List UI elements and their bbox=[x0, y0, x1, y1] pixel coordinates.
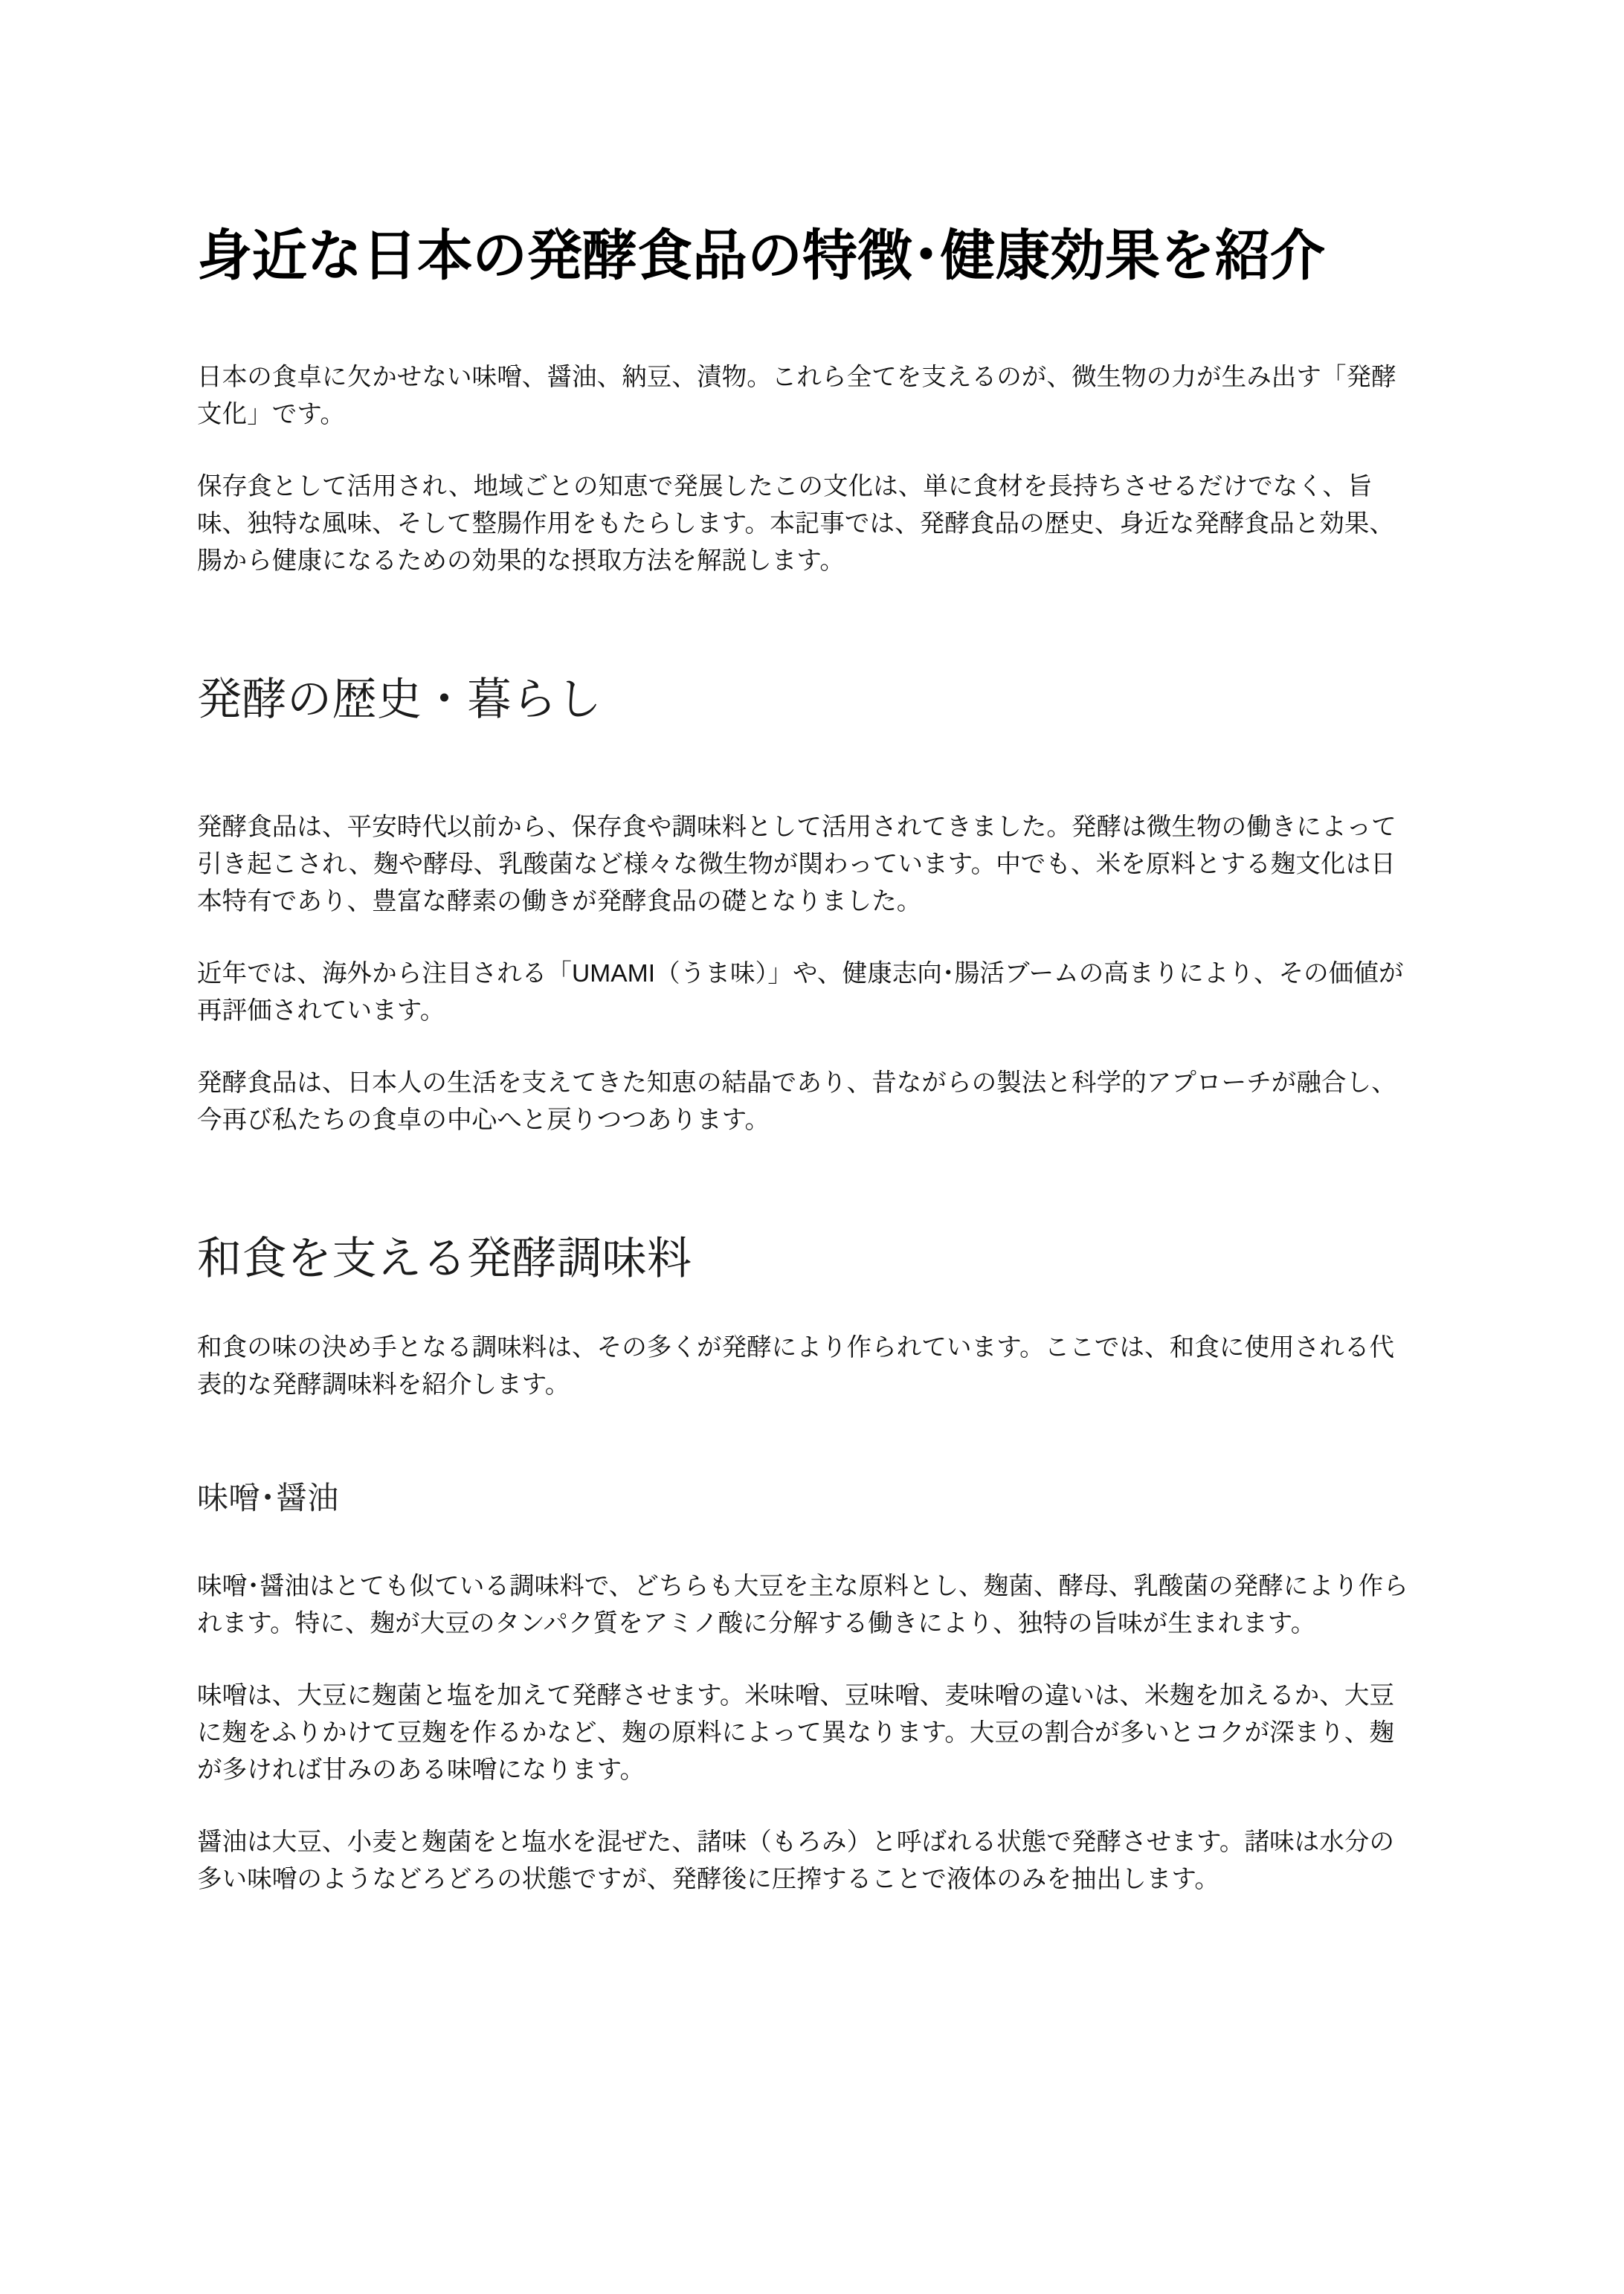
seasonings-paragraph-1: 和食の味の決め手となる調味料は、その多くが発酵により作られています。ここでは、和食に使用される代表的な発酵調味料を紹介します。 bbox=[197, 1334, 1395, 1399]
history-paragraph-2: 近年では、海外から注目される「UMAMI（うま味）」や、健康志向･腸活ブームの高まりにより、その価値が再評価されています。 bbox=[197, 960, 1404, 1025]
page-title: 身近な日本の発酵食品の特徴･健康効果を紹介 bbox=[197, 225, 1325, 286]
miso-shoyu-paragraph-2: 味噌は、大豆に麹菌と塩を加えて発酵させます。米味噌、豆味噌、麦味噌の違いは、米麹を加えるか、大豆に麹をふりかけて豆麹を作るかなど、麹の原料によって異なります。大豆の割合が多いとコクが深まり、麹が多ければ甘みのある味噌になります。 bbox=[197, 1681, 1395, 1784]
history-paragraph-1: 発酵食品は、平安時代以前から、保存食や調味料として活用されてきました。発酵は微生物の働きによって引き起こされ、麹や酵母、乳酸菌など様々な微生物が関わっています。中でも、米を原料とする麹文化は日本特有であり、豊富な酵素の働きが発酵食品の礎となりました。 bbox=[197, 813, 1396, 916]
miso-shoyu-paragraph-3: 醤油は大豆、小麦と麹菌をと塩水を混ぜた、諸味（もろみ）と呼ばれる状態で発酵させます。諸味は水分の多い味噌のようなどろどろの状態ですが、発酵後に圧搾することで液体のみを抽出します。 bbox=[197, 1828, 1395, 1893]
section-heading-history: 発酵の歴史・暮らし bbox=[197, 674, 602, 725]
subsection-heading-miso-shoyu: 味噌･醤油 bbox=[197, 1481, 339, 1516]
miso-shoyu-paragraph-1: 味噌･醤油はとても似ている調味料で、どちらも大豆を主な原料とし、麹菌、酵母、乳酸菌の発酵により作られます。特に、麹が大豆のタンパク質をアミノ酸に分解する働きにより、独特の旨味が生まれます。 bbox=[197, 1572, 1408, 1637]
section-heading-seasonings: 和食を支える発酵調味料 bbox=[197, 1234, 692, 1284]
intro-paragraph-1: 日本の食卓に欠かせない味噌、醤油、納豆、漬物。これら全てを支えるのが、微生物の力が生み出す「発酵文化」です。 bbox=[197, 364, 1396, 429]
history-paragraph-3: 発酵食品は、日本人の生活を支えてきた知恵の結晶であり、昔ながらの製法と科学的アプローチが融合し、今再び私たちの食卓の中心へと戻りつつあります。 bbox=[197, 1069, 1396, 1135]
intro-paragraph-2: 保存食として活用され、地域ごとの知恵で発展したこの文化は、単に食材を長持ちさせるだけでなく、旨味、独特な風味、そして整腸作用をもたらします。本記事では、発酵食品の歴史、身近な発酵食品と効果、腸から健康になるための効果的な摂取方法を解説します。 bbox=[197, 473, 1395, 576]
